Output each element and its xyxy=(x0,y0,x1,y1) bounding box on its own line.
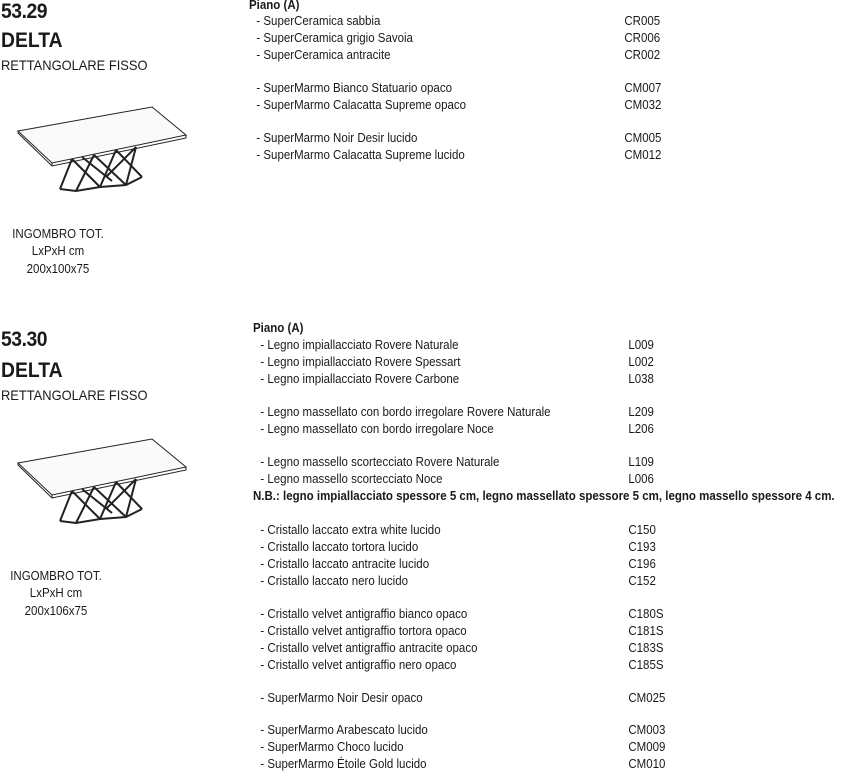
item-code: CR005 xyxy=(624,14,661,28)
item-label: - Cristallo laccato tortora lucido xyxy=(260,540,419,554)
item-code: C181S xyxy=(628,624,664,638)
item-code: C183S xyxy=(628,641,664,655)
item-code: C150 xyxy=(628,523,656,537)
item-label: - SuperCeramica antracite xyxy=(256,48,391,62)
table-drawing-icon xyxy=(16,437,192,529)
item-label: - SuperMarmo Calacatta Supreme opaco xyxy=(256,98,467,112)
item-code: L038 xyxy=(628,372,654,386)
item-label: - SuperMarmo Bianco Statuario opaco xyxy=(256,81,452,95)
item-label: - Legno massello scortecciato Rovere Naturale xyxy=(260,455,500,469)
item-code: L002 xyxy=(628,355,654,369)
product-type: RETTANGOLARE FISSO xyxy=(1,57,148,73)
product-name: DELTA xyxy=(1,359,63,382)
item-label: - SuperMarmo Choco lucido xyxy=(260,740,404,754)
item-code: L009 xyxy=(628,338,654,352)
item-label: - SuperCeramica sabbia xyxy=(256,14,381,28)
item-label: - SuperMarmo Arabescato lucido xyxy=(260,723,428,737)
item-code: C185S xyxy=(628,658,664,672)
product-name: DELTA xyxy=(1,29,63,52)
item-code: L209 xyxy=(628,405,654,419)
dims-label: INGOMBRO TOT. xyxy=(12,227,104,241)
item-code: L109 xyxy=(628,455,654,469)
spec-heading: Piano (A) xyxy=(249,0,300,12)
item-label: - SuperMarmo Noir Desir opaco xyxy=(260,691,423,705)
item-code: C193 xyxy=(628,540,656,554)
table-drawing-icon xyxy=(16,105,192,197)
product-code: 53.30 xyxy=(1,328,48,351)
item-code: CM009 xyxy=(628,740,666,754)
item-code: CM005 xyxy=(624,131,662,145)
item-code: C152 xyxy=(628,574,656,588)
item-label: - SuperMarmo Noir Desir lucido xyxy=(256,131,418,145)
item-code: CM025 xyxy=(628,691,666,705)
item-label: - Legno massello scortecciato Noce xyxy=(260,472,443,486)
spec-list xyxy=(249,0,859,170)
item-code: CM007 xyxy=(624,81,662,95)
item-label: - SuperMarmo Étoile Gold lucido xyxy=(260,757,427,771)
item-label: - Cristallo velvet antigraffio antracite opaco xyxy=(260,641,478,655)
item-code: CM003 xyxy=(628,723,666,737)
dims-unit: LxPxH cm xyxy=(31,244,85,258)
item-label: - SuperMarmo Calacatta Supreme lucido xyxy=(256,148,465,162)
item-label: - Cristallo laccato extra white lucido xyxy=(260,523,441,537)
item-label: - Cristallo velvet antigraffio bianco opaco xyxy=(260,607,468,621)
dims-value: 200x106x75 xyxy=(24,604,88,618)
item-label: - Cristallo velvet antigraffio nero opaco xyxy=(260,658,457,672)
spec-heading: Piano (A) xyxy=(253,321,304,335)
dims-unit: LxPxH cm xyxy=(29,586,83,600)
item-label: - Legno impiallacciato Rovere Carbone xyxy=(260,372,460,386)
product-type: RETTANGOLARE FISSO xyxy=(1,387,148,403)
item-label: - Legno massellato con bordo irregolare Noce xyxy=(260,422,494,436)
item-code: C180S xyxy=(628,607,664,621)
item-code: CM012 xyxy=(624,148,662,162)
product-code: 53.29 xyxy=(1,0,48,23)
item-label: - SuperCeramica grigio Savoia xyxy=(256,31,413,45)
item-code: L206 xyxy=(628,422,654,436)
item-code: CM032 xyxy=(624,98,662,112)
item-label: - Legno impiallacciato Rovere Naturale xyxy=(260,338,459,352)
item-label: - Cristallo velvet antigraffio tortora opaco xyxy=(260,624,467,638)
thickness-note: N.B.: legno impiallacciato spessore 5 cm, legno massellato spessore 5 cm, legno massello spessore 4 cm. xyxy=(253,489,835,503)
spec-list xyxy=(253,320,863,773)
dims-value: 200x100x75 xyxy=(26,262,90,276)
item-code: C196 xyxy=(628,557,656,571)
item-label: - Cristallo laccato nero lucido xyxy=(260,574,409,588)
item-code: CM010 xyxy=(628,757,666,771)
item-label: - Legno impiallacciato Rovere Spessart xyxy=(260,355,461,369)
item-code: CR002 xyxy=(624,48,661,62)
item-code: L006 xyxy=(628,472,654,486)
item-label: - Legno massellato con bordo irregolare Rovere Naturale xyxy=(260,405,551,419)
item-code: CR006 xyxy=(624,31,661,45)
item-label: - Cristallo laccato antracite lucido xyxy=(260,557,430,571)
dims-label: INGOMBRO TOT. xyxy=(10,569,102,583)
